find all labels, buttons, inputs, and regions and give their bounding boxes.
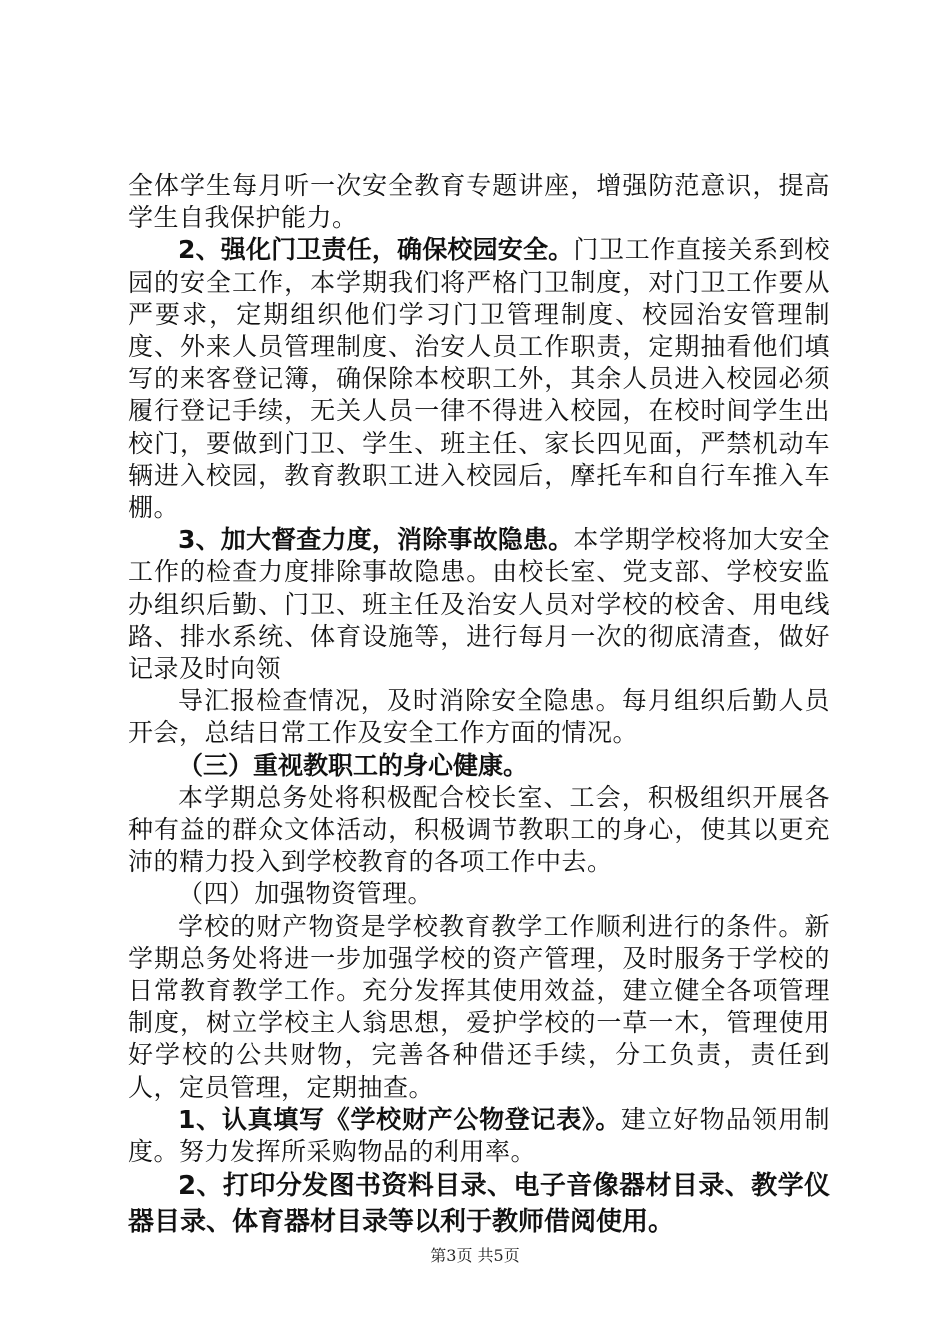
page-number-footer: 第3页 共5页 xyxy=(430,1246,520,1265)
paragraph-catalogs xyxy=(128,1168,830,1240)
paragraph-heading: 3、加大督查力度，消除事故隐患。 xyxy=(178,525,574,555)
section-heading-health xyxy=(128,750,830,782)
paragraph-heading: 1、认真填写《学校财产公物登记表》。 xyxy=(178,1104,621,1134)
document-body xyxy=(128,170,830,1240)
paragraph-text: 本学期学校将加大安全工作的检查力度排除事故隐患。由校长室、党支部、学校安监办组织后勤、门卫、班主任及治安人员对学校的校舍、用电线路、排水系统、体育设施等，进行每月一次的彻底清查，做好记录及时向领 xyxy=(128,525,830,684)
paragraph-text: 门卫工作直接关系到校园的安全工作，本学期我们将严格门卫制度，对门卫工作要从严要求，定期组织他们学习门卫管理制度、校园治安管理制度、外来人员管理制度、治安人员工作职责，定期抽看他们填写的来客登记簿，确保除本校职工外，其余人员进入校园必须履行登记手续，无关人员一律不得进入校园，在校时间学生出校门，要做到门卫、学生、班主任、家长四见面，严禁机动车辆进入校园，教育教职工进入校园后，摩托车和自行车推入车棚。 xyxy=(128,235,830,523)
paragraph-registry xyxy=(128,1104,830,1168)
paragraph-materials xyxy=(128,911,830,1104)
paragraph-text: 导汇报检查情况，及时消除安全隐患。每月组织后勤人员开会，总结日常工作及安全工作方面的情况。 xyxy=(128,686,830,748)
paragraph-text: 本学期总务处将积极配合校长室、工会，积极组织开展各种有益的群众文体活动，积极调节教职工的身心，使其以更充沛的精力投入到学校教育的各项工作中去。 xyxy=(128,782,830,877)
paragraph-safety-lecture xyxy=(128,170,830,234)
paragraph-inspection xyxy=(128,524,830,685)
paragraph-text: 学校的财产物资是学校教育教学工作顺利进行的条件。新学期总务处将进一步加强学校的资产管理，及时服务于学校的日常教育教学工作。充分发挥其使用效益，建立健全各项管理制度，树立学校主人翁思想，爱护学校的一草一木，管理使用好学校的公共财物，完善各种借还手续，分工负责，责任到人，定员管理，定期抽查。 xyxy=(128,911,830,1102)
paragraph-gate-duty xyxy=(128,234,830,524)
section-heading-text: （四）加强物资管理。 xyxy=(178,879,434,909)
section-heading-materials xyxy=(128,878,830,910)
paragraph-text: 全体学生每月听一次安全教育专题讲座，增强防范意识，提高学生自我保护能力。 xyxy=(128,171,830,233)
paragraph-text: 2、打印分发图书资料目录、电子音像器材目录、教学仪器目录、体育器材目录等以利于教师借阅使用。 xyxy=(128,1171,830,1238)
paragraph-inspection-continued xyxy=(128,685,830,749)
section-heading-text: （三）重视教职工的身心健康。 xyxy=(178,750,529,780)
paragraph-text: 建立好物品领用制度。努力发挥所采购物品的利用率。 xyxy=(128,1104,830,1167)
paragraph-heading: 2、强化门卫责任，确保校园安全。 xyxy=(178,235,574,265)
paragraph-health xyxy=(128,782,830,879)
